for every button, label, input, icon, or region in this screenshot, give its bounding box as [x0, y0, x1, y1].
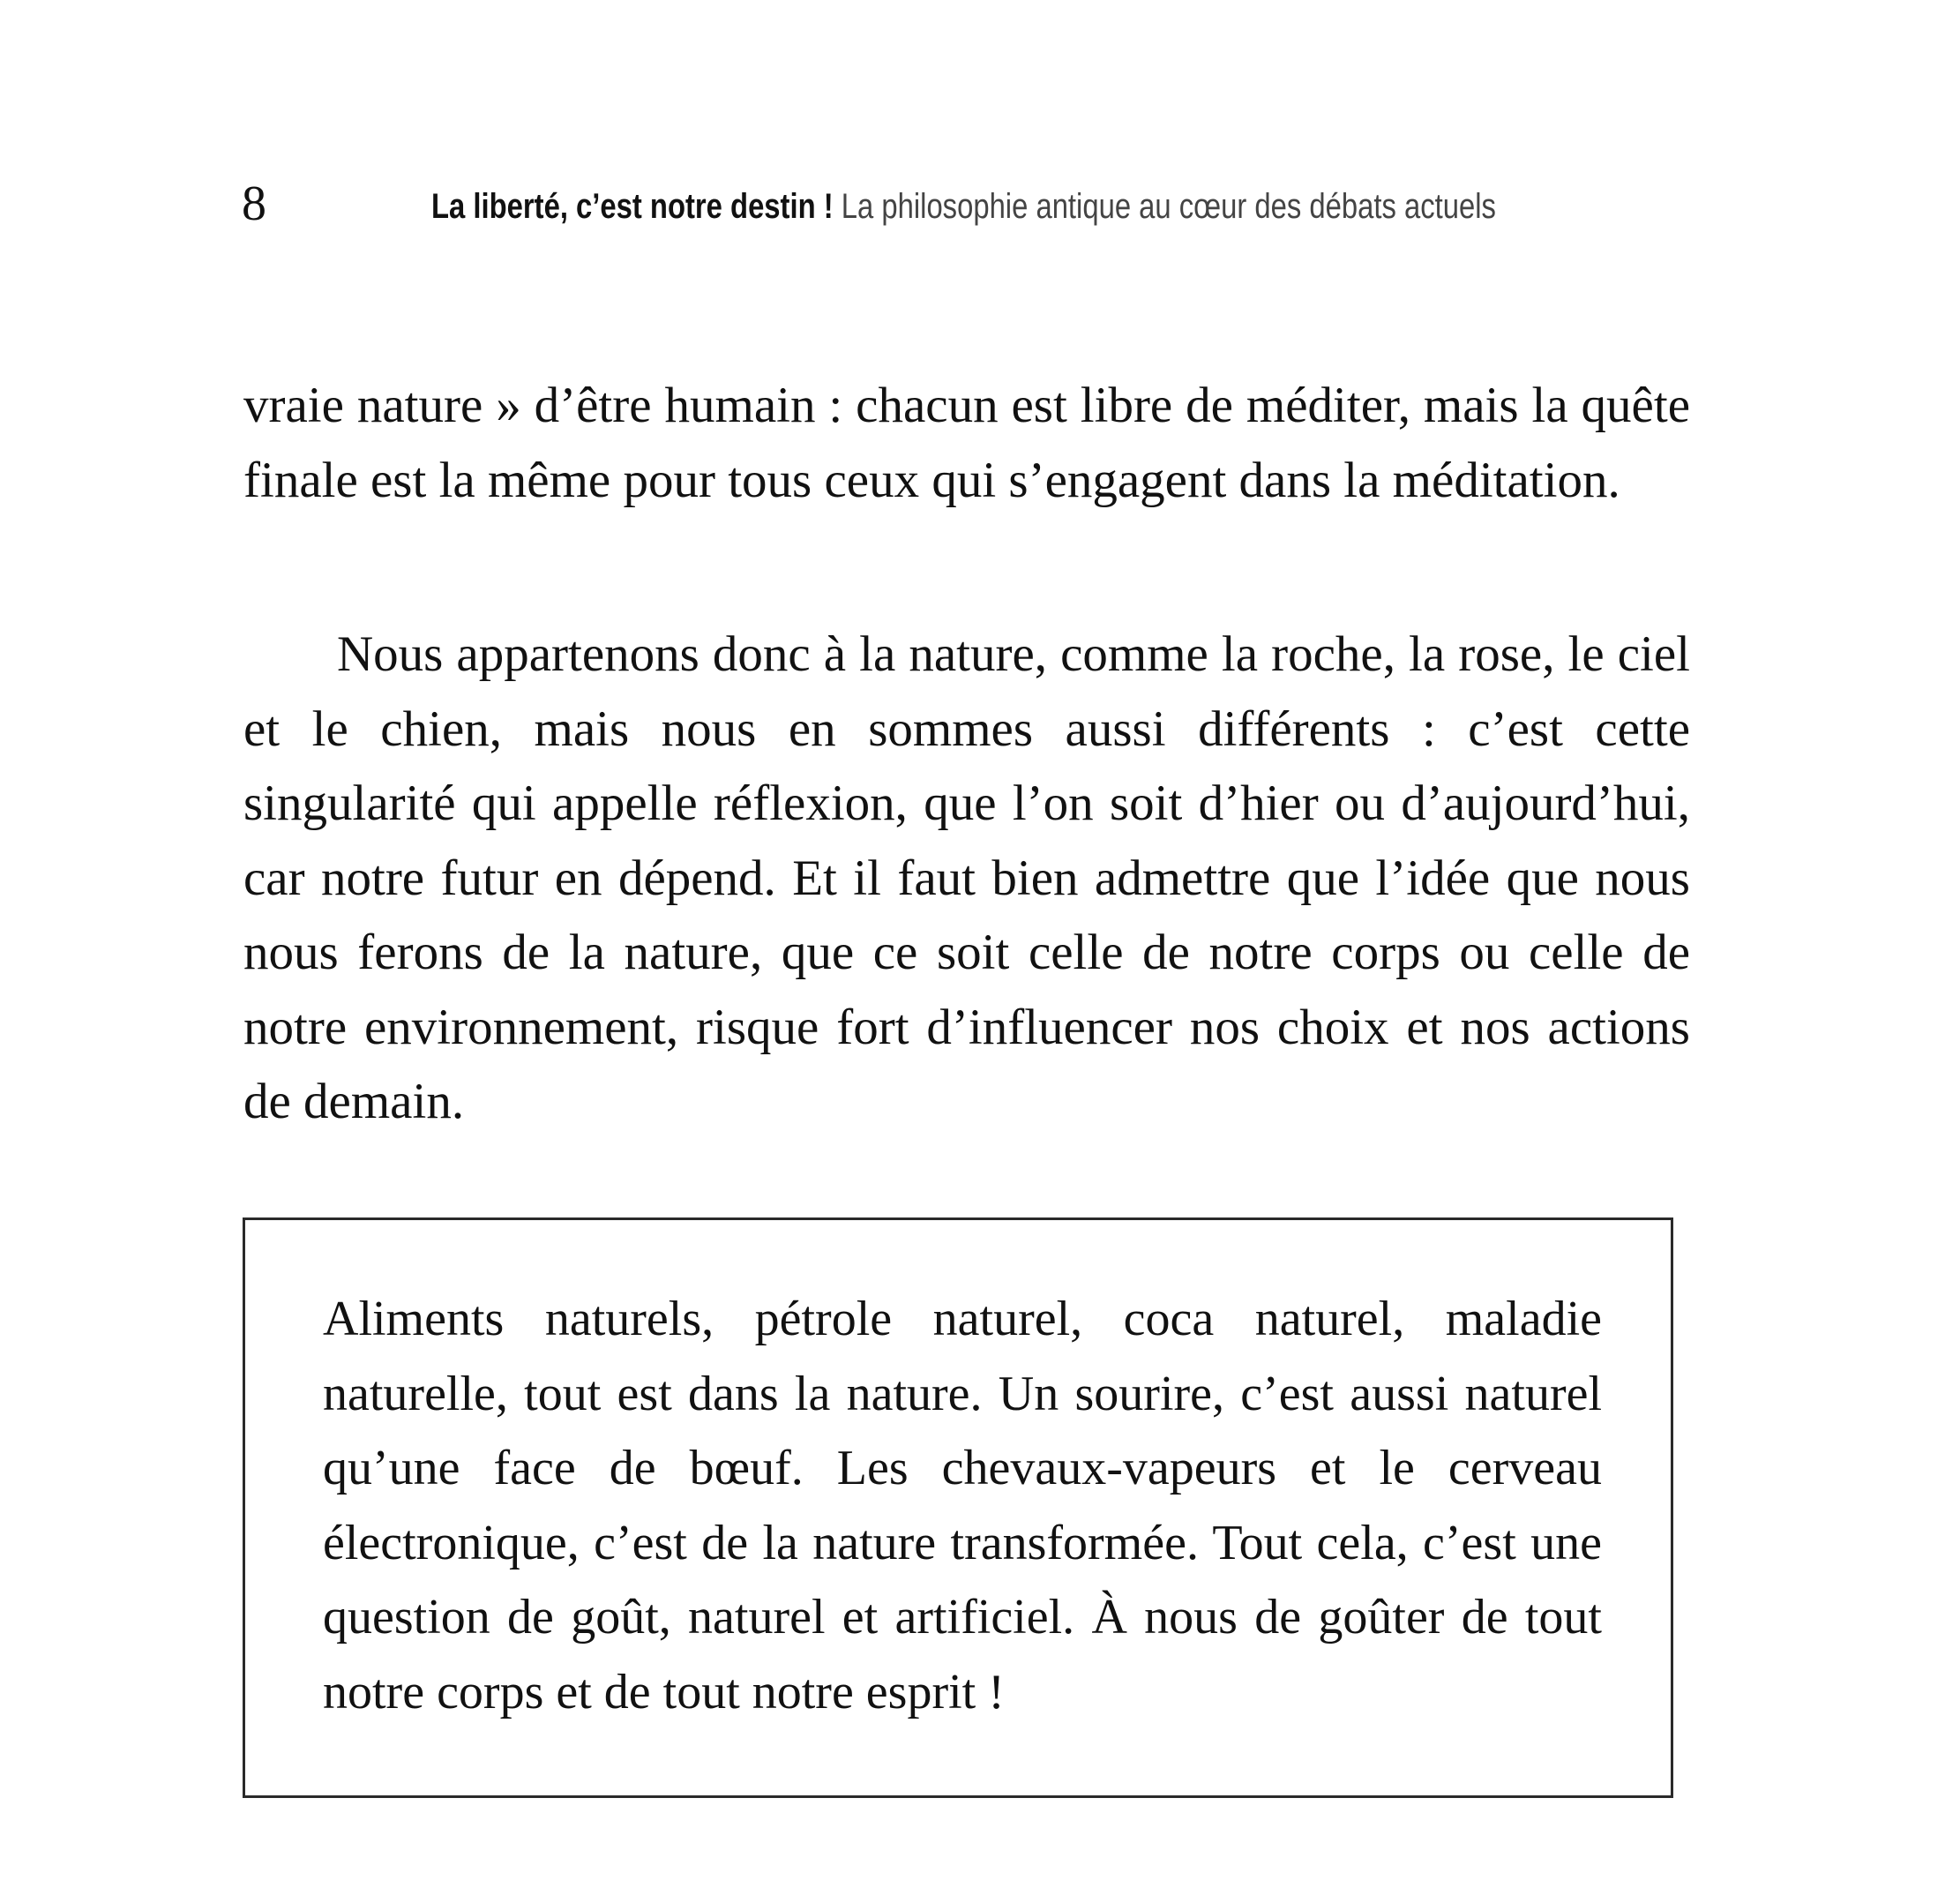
running-head: [242, 173, 1688, 235]
running-head-title: [431, 180, 1496, 233]
page-number: 8: [242, 176, 266, 231]
paragraph-continuation: vraie nature » d’être humain : chacun est libre de méditer, mais la quête finale est la même pour tous ceux qui s’engagent dans la méditation.: [243, 378, 1690, 508]
boxed-quote: [243, 1217, 1673, 1798]
quote-text: Aliments naturels, pétrole naturel, coca naturel, maladie naturelle, tout est dans la nature. Un sourire, c’est aussi naturel qu’une face de bœuf. Les chevaux-vapeurs et le cerveau électronique, c’est de la nature transformée. Tout cela, c’est une question de goût, naturel et artificiel. À nous de goûter de tout notre corps et de tout notre esprit !: [323, 1292, 1602, 1719]
book-subtitle: La philosophie antique au cœur des débats actuels: [841, 187, 1496, 226]
paragraph-nature: Nous appartenons donc à la nature, comme la roche, la rose, le ciel et le chien, mais nous en sommes aussi différents : c’est cette singularité qui appelle réflexion, que l’on soit d’hier ou d’aujourd’hui, car notre futur en dépend. Et il faut bien admettre que l’idée que nous nous ferons de la nature, que ce soit celle de notre corps ou celle de notre environnement, risque fort d’influencer nos choix et nos actions de demain.: [243, 626, 1690, 1129]
book-title: La liberté, c’est notre destin !: [431, 187, 834, 226]
